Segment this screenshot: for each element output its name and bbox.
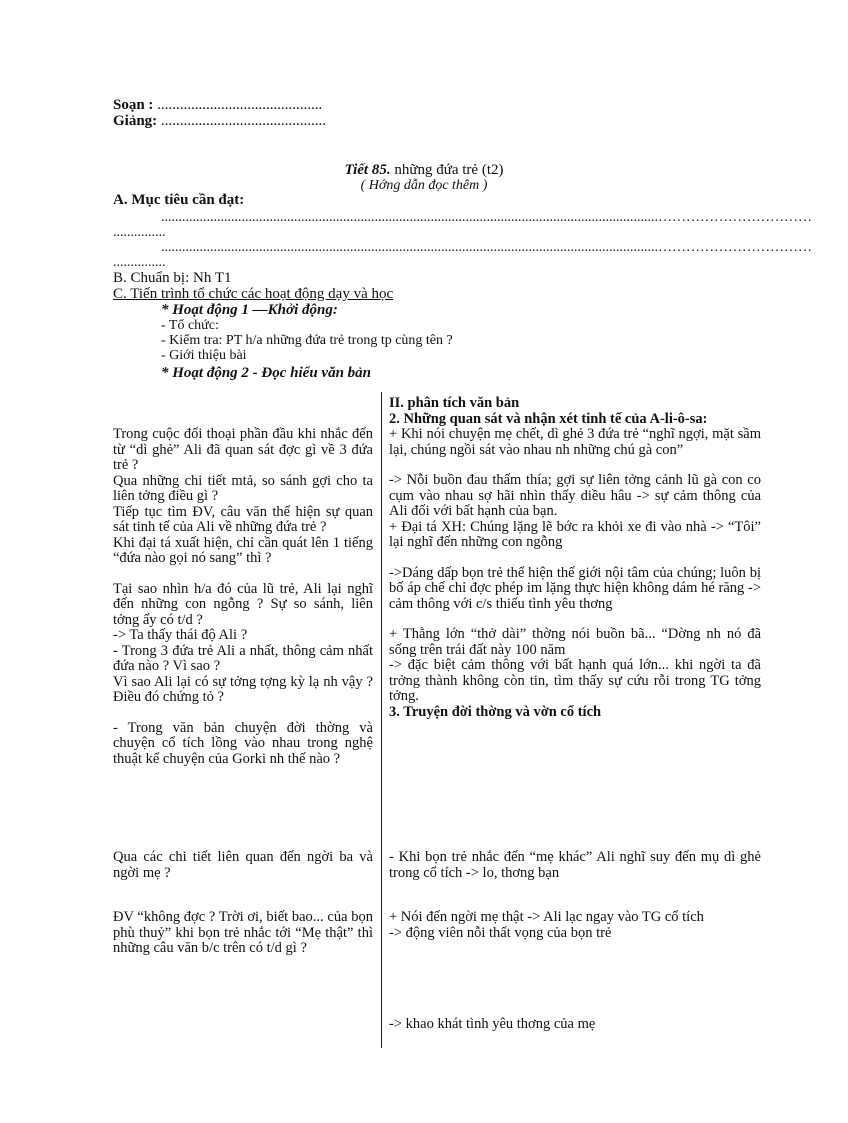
answer-8: + Nói đến ngời mẹ thật -> Ali lạc ngay vào TG cổ tích bbox=[389, 909, 704, 925]
soan-dots: ............................................ bbox=[157, 97, 323, 113]
answer-2: -> Nỗi buồn đau thấm thía; gợi sự liên tởng cảnh lũ gà con co cụm vào nhau sợ hãi nhìn thấy diều hâu -> sự cảm thông của Ali đối với bất hạnh của bạn. bbox=[389, 472, 761, 519]
answer-4: ->Dáng dấp bọn trẻ thể hiện thế giới nội tâm của chúng; luôn bị bố áp chế chỉ đợc phép im lặng thực hiện không dám hé răng -> cảm thông với c/s thiếu tình yêu thơng bbox=[389, 564, 761, 612]
question-7: - Trong 3 đứa trẻ Ali a nhất, thông cảm nhất đứa nào ? Vì sao ? bbox=[113, 642, 373, 674]
question-11: ĐV “không đợc ? Trời ơi, biết bao... của bọn phù thuỷ” khi bọn trẻ nhắc tới “Mẹ thật” thì những câu văn b/c trên có t/d gì ? bbox=[113, 909, 373, 956]
question-9: - Trong văn bản chuyện đời thờng và chuyện cổ tích lồng vào nhau trong nghệ thuật kể chuyện của Gorki nh thế nào ? bbox=[113, 719, 373, 767]
question-6: -> Ta thấy thái độ Ali ? bbox=[113, 627, 248, 643]
column-divider bbox=[381, 392, 382, 1048]
section-a-line2-tail: ............... bbox=[113, 255, 166, 270]
answer-9: -> động viên nỗi thất vọng của bọn trẻ bbox=[389, 924, 612, 941]
right-column-top bbox=[389, 396, 761, 720]
subsection-3-heading: 3. Truyện đời thờng và vờn cổ tích bbox=[389, 703, 602, 720]
section-b: B. Chuẩn bị: Nh T1 bbox=[113, 270, 232, 286]
giang-dots: ............................................ bbox=[160, 113, 326, 129]
subsection-2-heading: 2. Những quan sát và nhận xét tinh tế của A-li-ô-sa: bbox=[389, 410, 708, 427]
page-title bbox=[0, 162, 848, 179]
lesson-number: Tiết 85. bbox=[344, 162, 391, 178]
answer-6: -> đặc biệt cảm thông với bất hạnh quá lớn... khi ngời ta đã trởng thành không còn tin, tìm thấy sự cứu rỗi trong TG tởng tởng. bbox=[389, 657, 761, 704]
question-2: Qua những chi tiết mtả, so sánh gợi cho ta liên tởng điều gì ? bbox=[113, 472, 373, 504]
right-column-a10 bbox=[389, 1017, 761, 1033]
question-8: Vì sao Ali lại có sự tởng tợng kỳ lạ nh vậy ? Điều đó chứng tỏ ? bbox=[113, 673, 373, 705]
answer-1: + Khi nói chuyện mẹ chết, dì ghẻ 3 đứa trẻ “nghĩ ngợi, mặt sầm lại, chúng ngồi sát vào nhau nh những chú gà con” bbox=[389, 426, 761, 458]
question-4: Khi đại tá xuất hiện, chỉ cần quát lên 1 tiếng “đứa nào gọi nó sang” thì ? bbox=[113, 534, 373, 566]
giang-row bbox=[113, 113, 326, 130]
section-a-line1: ..............................................................................................................................................…………………………… bbox=[161, 210, 812, 225]
section-a-line2: ..............................................................................................................................................…………………………… bbox=[161, 240, 812, 255]
section-a-line1-tail: ............... bbox=[113, 225, 166, 240]
activity-1-item-1: - Tổ chức: bbox=[161, 318, 219, 333]
section-a-letter: A. bbox=[113, 192, 128, 208]
section-ii-heading: II. phân tích văn bản bbox=[389, 395, 520, 411]
question-3: Tiếp tục tìm ĐV, câu văn thể hiện sự quan sát tinh tế của Ali về những đứa trẻ ? bbox=[113, 503, 373, 535]
question-10: Qua các chi tiết liên quan đến ngời ba và ngời mẹ ? bbox=[113, 849, 373, 881]
answer-10: -> khao khát tình yêu thơng của mẹ bbox=[389, 1016, 596, 1032]
right-column-a7 bbox=[389, 850, 761, 881]
soan-label: Soạn : bbox=[113, 97, 154, 113]
activity-2-title: * Hoạt động 2 - Đọc hiểu văn bản bbox=[161, 365, 372, 381]
answer-7: - Khi bọn trẻ nhắc đến “mẹ khác” Ali nghĩ suy đến mụ dì ghẻ trong cổ tích -> lo, thơng bạn bbox=[389, 849, 761, 881]
soan-row bbox=[113, 97, 322, 114]
page-subtitle: ( Hớng dẫn đọc thêm ) bbox=[360, 178, 488, 193]
section-c-heading: C. Tiến trình tổ chức các hoạt động dạy và học bbox=[113, 286, 394, 302]
right-column-a8 bbox=[389, 910, 761, 941]
left-column-q10 bbox=[113, 850, 373, 881]
left-column-q11 bbox=[113, 910, 373, 957]
activity-1-item-2: - Kiểm tra: PT h/a những đứa trẻ trong tp cùng tên ? bbox=[161, 333, 453, 348]
section-a-heading bbox=[113, 192, 244, 209]
question-1: Trong cuộc đối thoại phần đầu khi nhắc đến từ “dì ghẻ” Ali đã quan sát đợc gì về 3 đứa trẻ ? bbox=[113, 426, 373, 473]
activity-1-title: * Hoạt động 1 —Khởi động: bbox=[161, 302, 338, 318]
answer-3: + Đại tá XH: Chúng lặng lẽ bớc ra khỏi xe đi vào nhà -> “Tôi” lại nghĩ đến những con ngỗng bbox=[389, 518, 761, 550]
lesson-name: những đứa trẻ (t2) bbox=[394, 162, 504, 178]
activity-1-item-3: - Giới thiệu bài bbox=[161, 348, 247, 363]
left-column-q1-q8 bbox=[113, 427, 373, 767]
question-5: Tại sao nhìn h/a đó của lũ trẻ, Ali lại nghĩ đến những con ngỗng ? Sự so sánh, liên tởng ấy có t/d ? bbox=[113, 580, 373, 628]
giang-label: Giảng: bbox=[113, 113, 158, 129]
section-a-text: Mục tiêu cần đạt: bbox=[131, 192, 245, 208]
answer-5: + Thằng lớn “thở dài” thờng nói buồn bã... “Dờng nh nó đã sống trên trái đất này 100 năm bbox=[389, 626, 761, 658]
